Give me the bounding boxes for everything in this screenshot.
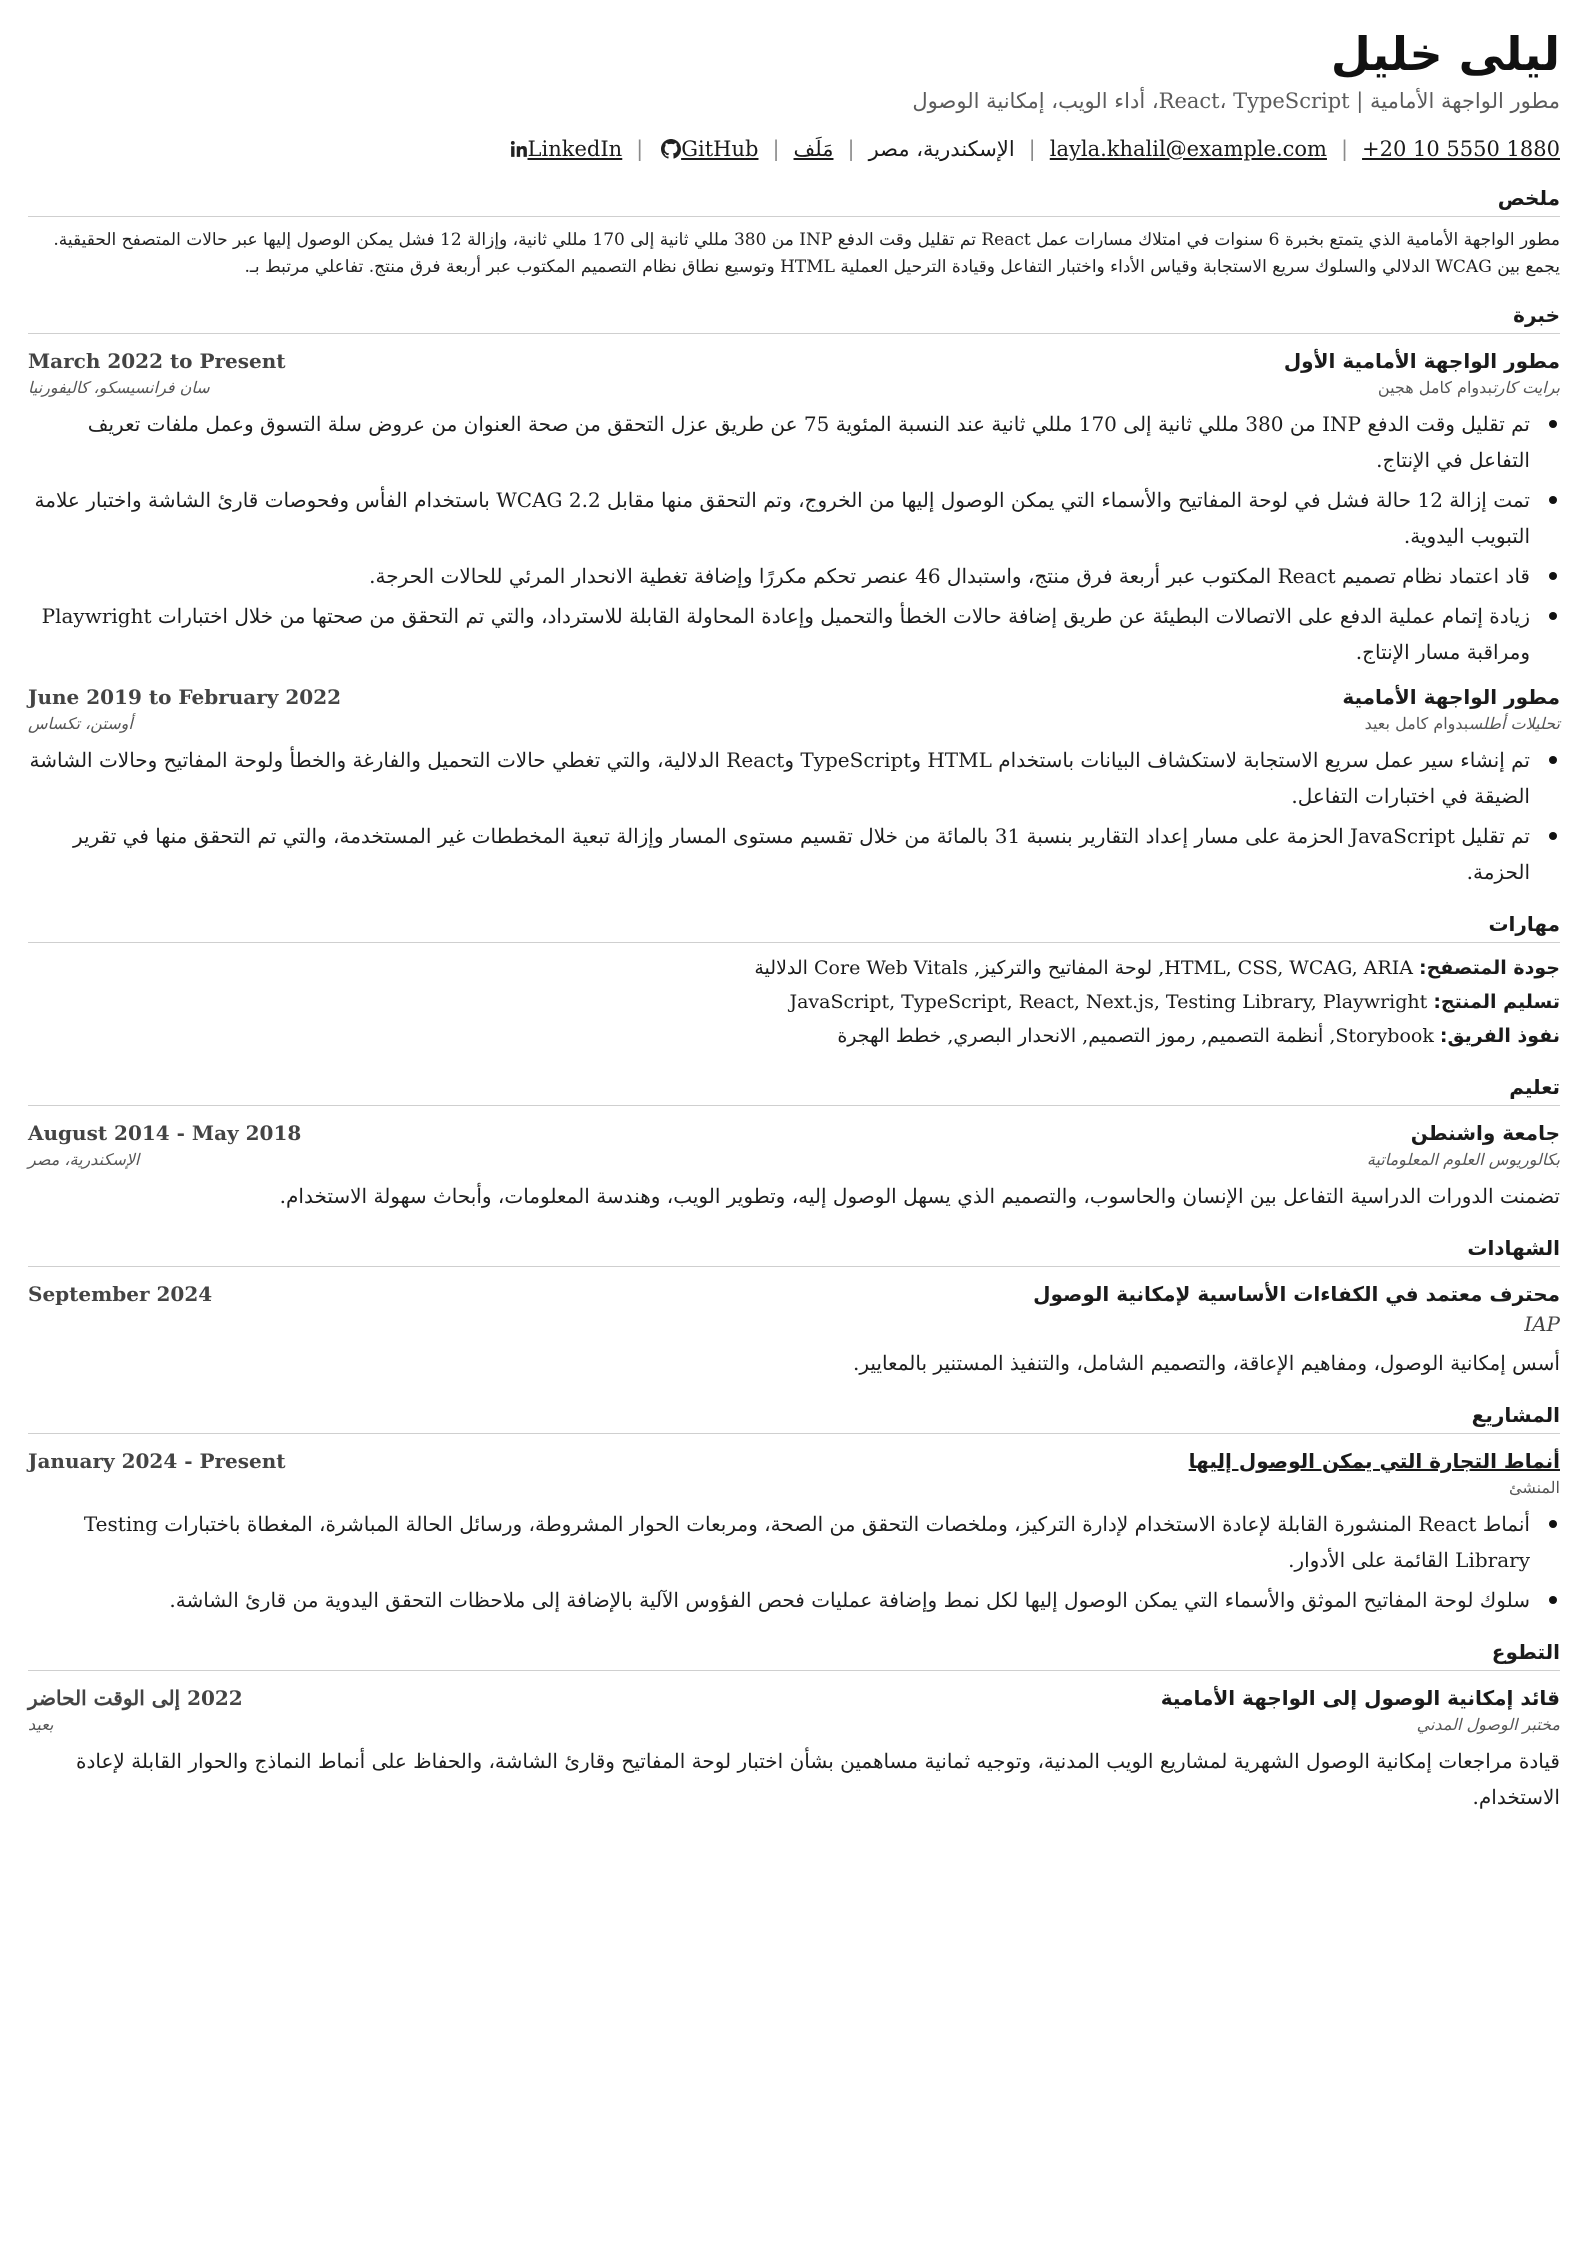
list-item: تم تقليل JavaScript الحزمة على مسار إعداد التقارير بنسبة 31 بالمائة من خلال تقسيم مستوى المسار وإزالة تبعية المخططات غير المستخدمة، والتي تم التحقق منها في تقرير الحزمة.: [28, 818, 1530, 890]
skill-values: HTML, CSS, WCAG, ARIA, لوحة المفاتيح والتركيز, Core Web Vitals الدلالية: [754, 957, 1413, 979]
volunteer-heading: التطوع: [28, 1640, 1560, 1671]
separator: |: [636, 137, 644, 161]
volunteer-location: بعيد: [28, 1715, 54, 1734]
list-item: أنماط React المنشورة القابلة لإعادة الاستخدام لإدارة التركيز، وملخصات التحقق من الصحة، ومربعات الحوار المشروطة، ورسائل الحالة المباشرة، المغطاة باختبارات Testing Library القائمة على الأدوار.: [28, 1506, 1530, 1578]
separator: |: [1028, 137, 1036, 161]
location-text: الإسكندرية، مصر: [868, 137, 1015, 161]
candidate-name: ليلى خليل: [1330, 27, 1560, 81]
education-description: تضمنت الدورات الدراسية التفاعل بين الإنسان والحاسوب، والتصميم الذي يسهل الوصول إليه، وتطوير الويب، وهندسة المعلومات، وأبحاث سهولة الاستخدام.: [279, 1184, 1560, 1208]
skill-row: [28, 985, 1560, 1019]
certifications-heading: الشهادات: [28, 1236, 1560, 1267]
volunteer-entry: [28, 1683, 1560, 1815]
employment-type: بدوام كامل هجين: [1377, 378, 1493, 397]
volunteer-description: قيادة مراجعات إمكانية الوصول الشهرية لمشاريع الويب المدنية، وتوجيه ثمانية مساهمين بشأن اختبار لوحة المفاتيح وقارئ الشاشة، والحفاظ على أنماط النماذج والحوار القابلة لإعادة الاستخدام.: [76, 1749, 1560, 1809]
github-icon: [661, 139, 681, 159]
project-role: المنشئ: [1508, 1478, 1560, 1497]
summary-text: مطور الواجهة الأمامية الذي يتمتع بخبرة 6 سنوات في امتلاك مسارات عمل React تم تقليل وقت الدفع INP من 380 مللي ثانية إلى 170 مللي ثانية، وإزالة 12 فشل يمكن الوصول إليها عبر حالات المتصفح الحقيقية. يجمع بين WCAG الدلالي والسلوك سريع الاستجابة وقياس الأداء واختبار التفاعل وقيادة الترحيل العملية HTML وتوسيع نطاق نظام التصميم المكتوب عبر أربعة فرق منتج. تفاعلي مرتبط بـ.: [53, 230, 1560, 277]
project-bullets: [28, 1506, 1560, 1618]
linkedin-label: LinkedIn: [527, 137, 623, 161]
linkedin-icon: [510, 140, 528, 158]
skill-row: [28, 1019, 1560, 1053]
company-name: تحليلات أطلس: [1468, 714, 1560, 733]
separator: |: [772, 137, 780, 161]
experience-entry: [28, 346, 1560, 670]
list-item: تم إنشاء سير عمل سريع الاستجابة لاستكشاف البيانات باستخدام HTML وTypeScript وReact الدلالية، والتي تغطي حالات التحميل والفارغة والخطأ ولوحة المفاتيح وحالات الشاشة الضيقة في اختبارات التفاعل.: [28, 742, 1530, 814]
job-bullets: [28, 406, 1560, 670]
contact-bar: [28, 134, 1560, 164]
job-company-line: [1378, 376, 1560, 400]
job-location: أوستن، تكساس: [28, 714, 133, 733]
education-location: الإسكندرية، مصر: [28, 1150, 140, 1169]
job-title: مطور الواجهة الأمامية الأول: [1283, 349, 1560, 373]
list-item: سلوك لوحة المفاتيح الموثق والأسماء التي يمكن الوصول إليها لكل نمط وإضافة عمليات فحص الفؤوس الآلية بالإضافة إلى ملاحظات التحقق اليدوية من قارئ الشاشة.: [28, 1582, 1530, 1618]
project-entry: [28, 1446, 1560, 1618]
github-label: GitHub: [681, 137, 759, 161]
employment-type: بدوام كامل بعيد: [1364, 714, 1469, 733]
skills-list: [28, 951, 1560, 1053]
project-dates: January 2024 - Present: [28, 1449, 286, 1473]
projects-heading: المشاريع: [28, 1403, 1560, 1434]
github-link[interactable]: [657, 134, 758, 164]
volunteer-org: مختبر الوصول المدني: [1416, 1715, 1560, 1734]
volunteer-dates: 2022 إلى الوقت الحاضر: [28, 1686, 243, 1710]
job-location: سان فرانسيسكو، كاليفورنيا: [28, 378, 210, 397]
education-entry: [28, 1118, 1560, 1214]
company-name: برايت كارت: [1492, 378, 1560, 397]
certification-title: محترف معتمد في الكفاءات الأساسية لإمكانية الوصول: [1033, 1282, 1560, 1306]
job-title: مطور الواجهة الأمامية: [1342, 685, 1560, 709]
job-dates: March 2022 to Present: [28, 349, 286, 373]
certification-issuer: IAP: [1524, 1312, 1560, 1336]
skills-heading: مهارات: [28, 912, 1560, 943]
separator: |: [1340, 137, 1349, 161]
certification-entry: [28, 1279, 1560, 1381]
volunteer-title: قائد إمكانية الوصول إلى الواجهة الأمامية: [1160, 1686, 1560, 1710]
experience-heading: خبرة: [28, 303, 1560, 334]
job-bullets: [28, 742, 1560, 890]
separator: |: [847, 137, 855, 161]
phone-link[interactable]: +20 10 5550 1880: [1362, 137, 1560, 161]
skill-label: نفوذ الفريق:: [1439, 1025, 1560, 1047]
experience-entry: [28, 682, 1560, 890]
email-link[interactable]: layla.khalil@example.com: [1049, 137, 1327, 161]
resume-content: [28, 24, 1560, 1815]
headline: مطور الواجهة الأمامية | React، TypeScript، أداء الويب، إمكانية الوصول: [912, 89, 1560, 113]
list-item: تمت إزالة 12 حالة فشل في لوحة المفاتيح والأسماء التي يمكن الوصول إليها من الخروج، وتم التحقق منها مقابل WCAG 2.2 باستخدام الفأس وفحوصات قارئ الشاشة واختبار علامة التبويب اليدوية.: [28, 482, 1530, 554]
degree: بكالوريوس العلوم المعلوماتية: [1366, 1150, 1560, 1169]
list-item: تم تقليل وقت الدفع INP من 380 مللي ثانية إلى 170 مللي ثانية عند النسبة المئوية 75 عن طريق عزل التحقق من صحة العنوان من عروض سلة التسوق وعمل ملفات تعريف التفاعل في الإنتاج.: [28, 406, 1530, 478]
summary-heading: ملخص: [28, 186, 1560, 217]
project-title-link[interactable]: أنماط التجارة التي يمكن الوصول إليها: [1188, 1449, 1560, 1473]
education-heading: تعليم: [28, 1075, 1560, 1106]
list-item: قاد اعتماد نظام تصميم React المكتوب عبر أربعة فرق منتج، واستبدال 46 عنصر تحكم مكررًا وإضافة تغطية الانحدار المرئي للحالات الحرجة.: [28, 558, 1530, 594]
skill-label: جودة المتصفح:: [1418, 957, 1560, 979]
skill-row: [28, 951, 1560, 985]
list-item: زيادة إتمام عملية الدفع على الاتصالات البطيئة عن طريق إضافة حالات الخطأ والتحميل وإعادة المحاولة القابلة للاسترداد، والتي تم التحقق من صحتها من خلال اختبارات Playwright ومراقبة مسار الإنتاج.: [28, 598, 1530, 670]
certification-description: أسس إمكانية الوصول، ومفاهيم الإعاقة، والتصميم الشامل، والتنفيذ المستنير بالمعايير.: [852, 1351, 1560, 1375]
school-name: جامعة واشنطن: [1410, 1121, 1560, 1145]
certification-date: September 2024: [28, 1282, 213, 1306]
profile-link[interactable]: مَلَف: [793, 137, 834, 161]
skill-values: Storybook, أنظمة التصميم, رموز التصميم, الانحدار البصري, خطط الهجرة: [837, 1025, 1434, 1047]
linkedin-link[interactable]: [506, 134, 623, 164]
skill-label: تسليم المنتج:: [1433, 991, 1560, 1013]
education-dates: August 2014 - May 2018: [28, 1121, 302, 1145]
skill-values: JavaScript, TypeScript, React, Next.js, Testing Library, Playwright: [789, 991, 1428, 1013]
job-dates: June 2019 to February 2022: [28, 685, 342, 709]
job-company-line: [1365, 712, 1560, 736]
